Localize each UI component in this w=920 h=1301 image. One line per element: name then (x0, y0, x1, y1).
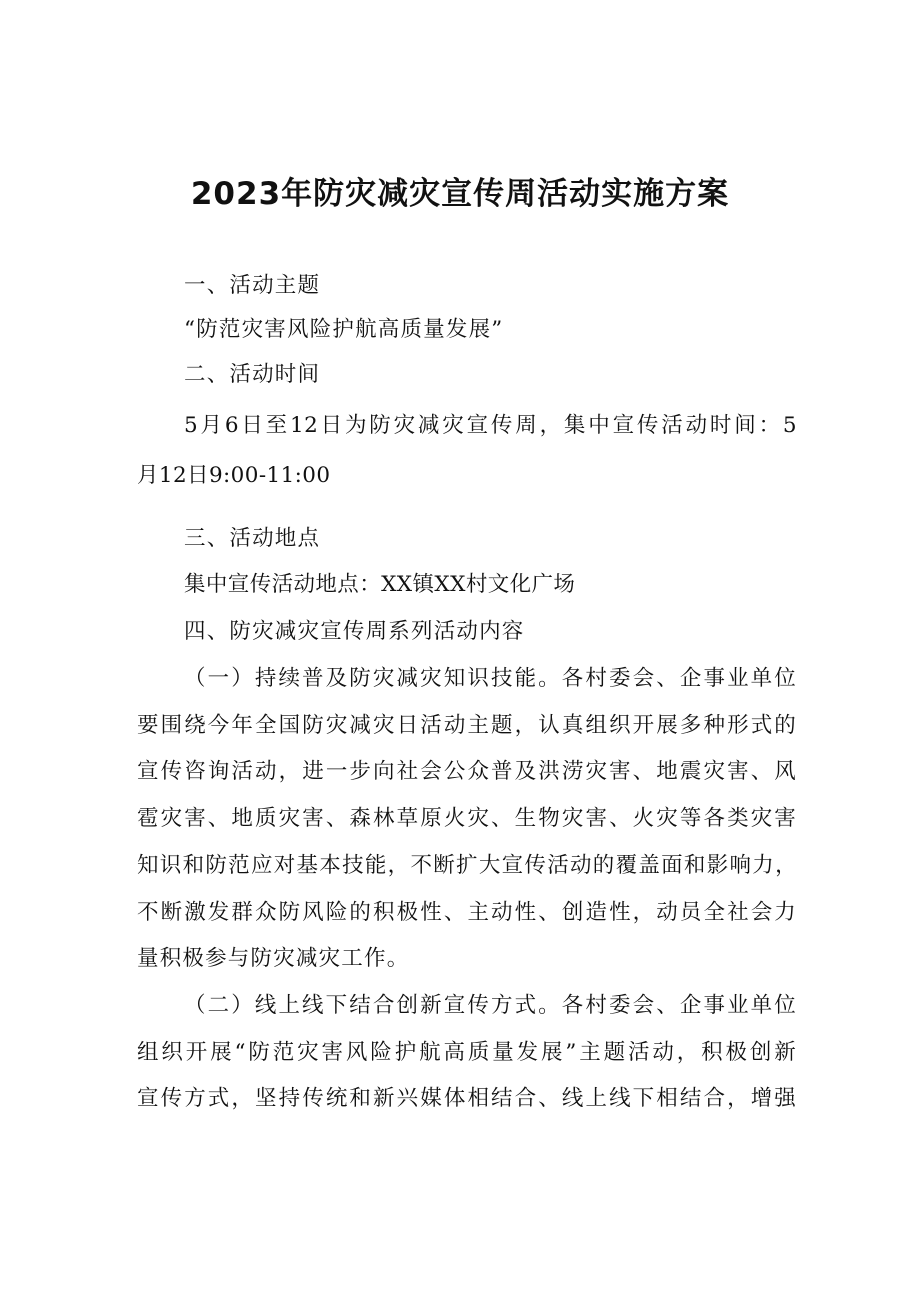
time-text-line-1: 5月6日至12日为防灾减灾宣传周，集中宣传活动时间：5 (184, 413, 797, 438)
item1-line: （一）持续普及防灾减灾知识技能。各村委会、企事业单位 (184, 666, 797, 691)
theme-text: “防范灾害风险护航高质量发展” (184, 317, 504, 342)
place-text: 集中宣传活动地点：XX镇XX村文化广场 (184, 572, 576, 597)
item2-line: 宣传方式，坚持传统和新兴媒体相结合、线上线下相结合，增强 (137, 1086, 797, 1111)
item1-line: 雹灾害、地质灾害、森林草原火灾、生物灾害、火灾等各类灾害 (137, 806, 797, 831)
item1-line: 不断激发群众防风险的积极性、主动性、创造性，动员全社会力 (137, 900, 797, 925)
theme-heading: 一、活动主题 (184, 273, 321, 298)
content-heading: 四、防灾减灾宣传周系列活动内容 (184, 619, 525, 644)
item1-line: 要围绕今年全国防灾减灾日活动主题，认真组织开展多种形式的 (137, 713, 797, 738)
time-text-line-2: 月12日9:00-11:00 (137, 463, 331, 488)
place-heading: 三、活动地点 (184, 526, 321, 551)
item1-line: 知识和防范应对基本技能，不断扩大宣传活动的覆盖面和影响力， (137, 853, 797, 878)
item2-line: （二）线上线下结合创新宣传方式。各村委会、企事业单位 (184, 993, 797, 1018)
item2-line: 组织开展“防范灾害风险护航高质量发展”主题活动，积极创新 (137, 1040, 797, 1065)
item1-line: 宣传咨询活动，进一步向社会公众普及洪涝灾害、地震灾害、风 (137, 759, 797, 784)
item1-line: 量积极参与防灾减灾工作。 (137, 946, 410, 971)
document-title: 2023年防灾减灾宣传周活动实施方案 (190, 176, 730, 212)
time-heading: 二、活动时间 (184, 362, 321, 387)
